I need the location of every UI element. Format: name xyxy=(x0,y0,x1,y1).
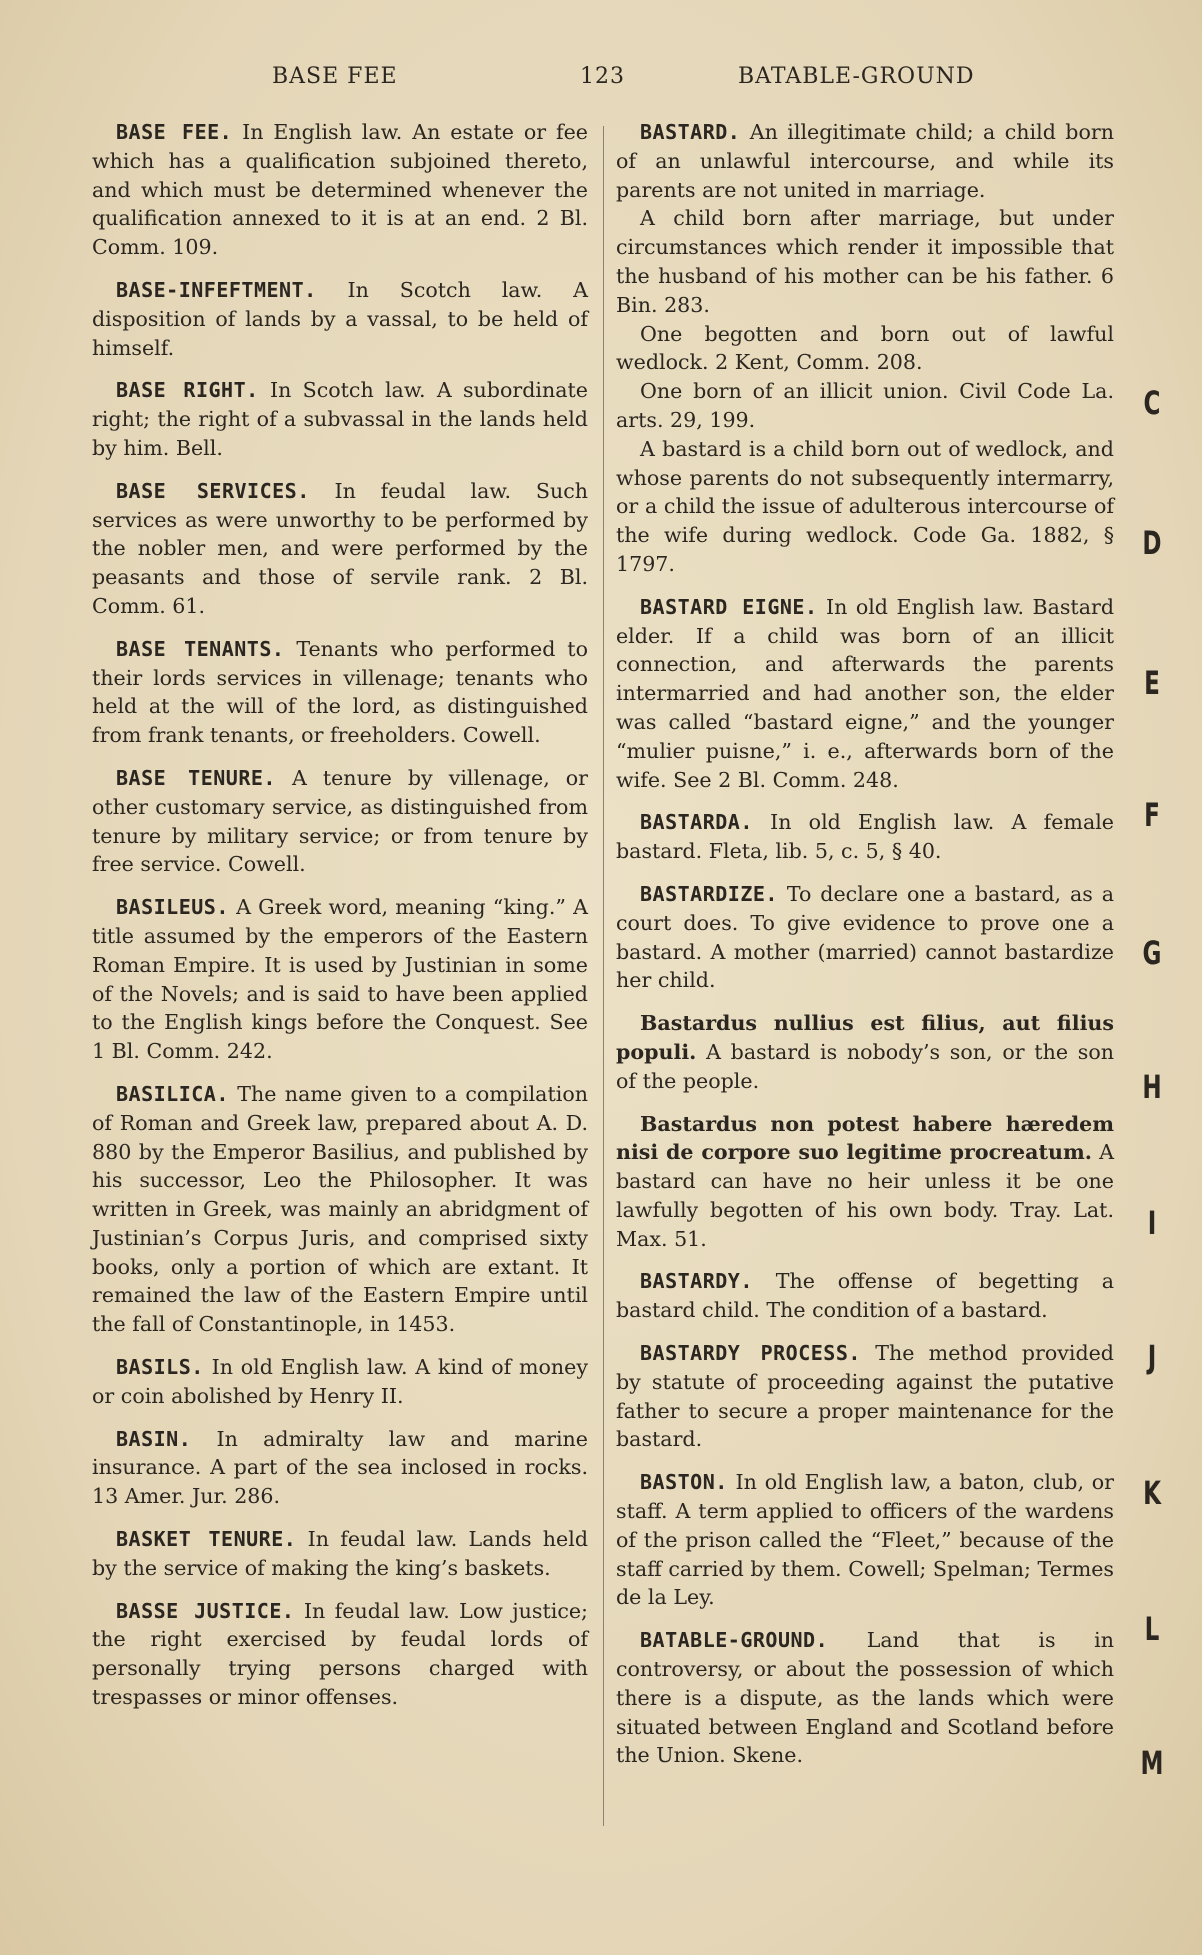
entry-term: BASE TENURE. xyxy=(116,765,276,790)
right-column xyxy=(616,118,1114,1784)
entry-definition: In Scotch law. A disposition of lands by a vassal, to be held of himself. xyxy=(92,277,588,360)
entry-term: BASTARDA. xyxy=(640,810,753,835)
thumb-index-letter-e[interactable]: E xyxy=(1144,664,1160,702)
left-guide-word: BASE FEE xyxy=(272,64,398,89)
thumb-index-letter-c[interactable]: C xyxy=(1143,384,1161,422)
entry-definition: In admiralty law and marine insurance. A part of the sea inclosed in rocks. 13 Amer. Jur. 286. xyxy=(92,1426,588,1509)
entry-definition: Land that is in controversy, or about the possession of which there is a dispute, as the lands which were situated between England and Scotland before the Union. Skene. xyxy=(616,1628,1114,1768)
entry-basileus xyxy=(92,893,588,1066)
thumb-index-letter-l[interactable]: L xyxy=(1144,1610,1160,1648)
entry-term: BASTARDY. xyxy=(640,1269,753,1294)
entry-definition: An illegitimate child; a child born of an unlawful intercourse, and while its parents are not united in marriage. xyxy=(616,120,1114,202)
thumb-index-letter-g[interactable]: G xyxy=(1142,934,1162,972)
entry-bastardize xyxy=(616,880,1114,995)
entry-paragraph: One begotten and born out of lawful wedlock. 2 Kent, Comm. 208. xyxy=(616,321,1114,375)
thumb-index-letter-i[interactable]: I xyxy=(1147,1204,1157,1242)
entry-base-tenants xyxy=(92,635,588,750)
entry-term: BASTARD EIGNE. xyxy=(640,594,818,619)
entry-definition: In English law. An estate or fee which has a qualification subjoined thereto, and which must be determined whenever the qualification annexed to it is at an end. 2 Bl. Comm. 109. xyxy=(92,120,588,260)
entry-term: BASTARD. xyxy=(640,120,741,144)
column-divider xyxy=(603,126,604,1826)
thumb-index-letter-f[interactable]: F xyxy=(1144,796,1160,834)
entry-base-services xyxy=(92,477,588,621)
entry-baston xyxy=(616,1468,1114,1612)
thumb-index-letter-d[interactable]: D xyxy=(1142,524,1162,562)
entry-definition: In old English law. A kind of money or coin abolished by Henry II. xyxy=(92,1355,589,1408)
entry-batable-ground xyxy=(616,1626,1114,1770)
entry-term: BASE RIGHT. xyxy=(116,378,259,403)
entry-base-tenure xyxy=(92,764,588,879)
entry-bastard-eigne xyxy=(616,593,1114,795)
entry-base-fee xyxy=(92,118,588,262)
entry-definition: In feudal law. Lands held by the service of making the king’s baskets. xyxy=(92,1527,589,1580)
entry-term: BASTARDIZE. xyxy=(640,881,778,906)
entry-term: BATABLE-GROUND. xyxy=(640,1628,829,1653)
thumb-index-letter-k[interactable]: K xyxy=(1143,1474,1161,1512)
entry-paragraph: One born of an illicit union. Civil Code La. arts. 29, 199. xyxy=(616,379,1114,432)
entry-maxim-habere-haeredem xyxy=(616,1110,1114,1254)
entry-basilica xyxy=(92,1080,588,1339)
entry-term: BASTON. xyxy=(640,1470,728,1495)
entry-term: BASILS. xyxy=(116,1355,204,1380)
entry-term: BASSE JUSTICE. xyxy=(116,1598,295,1623)
entry-base-infeftment xyxy=(92,276,588,362)
maxim-text: Bastardus nullius est filius, aut filius populi. xyxy=(616,1011,1114,1064)
entry-definition: The method provided by statute of proceeding against the putative father to secure a proper maintenance for the bastard. xyxy=(616,1341,1114,1452)
maxim-translation: A bastard is nobody’s son, or the son of the people. xyxy=(616,1039,1114,1093)
entry-term: BASIN. xyxy=(116,1426,192,1451)
entry-bastardy xyxy=(616,1267,1114,1325)
entry-term: BASKET TENURE. xyxy=(116,1527,297,1552)
entry-definition: A tenure by villenage, or other customary service, as distinguished from tenure by military service; or from tenure by free service. Cowell. xyxy=(92,765,588,877)
entry-definition: The name given to a compilation of Roman and Greek law, prepared about A. D. 880 by the Emperor Basilius, and published by his successor, Leo the Philosopher. It was written in Greek, was mainly an abridgment of Justinian’s Corpus Juris, and comprised sixty books, only a portion of which are extant. It remained the law of the Eastern Empire until the fall of Constantinople, in 1453. xyxy=(92,1081,588,1337)
entry-paragraph: A child born after marriage, but under circumstances which render it impossible that the husband of his mother can be his father. 6 Bin. 283. xyxy=(616,206,1114,317)
entry-bastardy-process xyxy=(616,1339,1114,1454)
entry-definition: In old English law. A female bastard. Fleta, lib. 5, c. 5, § 40. xyxy=(616,810,1114,864)
entry-bastard xyxy=(616,118,1114,579)
thumb-index-letter-j[interactable]: J xyxy=(1147,1338,1157,1376)
entry-term: BASTARDY PROCESS. xyxy=(640,1341,861,1366)
entry-paragraph xyxy=(616,118,1114,204)
maxim-translation: A bastard can have no heir unless it be one lawfully begotten of his own body. Tray. Lat. Max. 51. xyxy=(616,1140,1114,1251)
maxim-text: Bastardus non potest habere hæredem nisi de corpore suo legitime procreatum. xyxy=(616,1111,1114,1165)
entry-basin xyxy=(92,1425,588,1511)
entry-term: BASE SERVICES. xyxy=(116,478,310,503)
entry-term: BASE TENANTS. xyxy=(116,636,285,661)
entry-definition: In old English law. Bastard elder. If a child was born of an illicit connection, and afterwards the parents intermarried and had another son, the elder was called “bastard eigne,” and the younger “mulier puisne,” i. e., afterwards born of the wife. See 2 Bl. Comm. 248. xyxy=(616,594,1115,792)
entry-basse-justice xyxy=(92,1597,588,1712)
entry-definition: In feudal law. Low justice; the right exercised by feudal lords of personally trying persons charged with trespasses or minor offenses. xyxy=(92,1598,588,1710)
entry-definition: In Scotch law. A subordinate right; the right of a subvassal in the lands held by him. Bell. xyxy=(92,378,588,460)
entry-definition: To declare one a bastard, as a court does. To give evidence to prove one a bastard. A mother (married) cannot bastardize her child. xyxy=(616,881,1114,993)
entry-definition: The offense of begetting a bastard child. The condition of a bastard. xyxy=(616,1269,1115,1323)
entry-term: BASE FEE. xyxy=(116,120,233,144)
page-number: 123 xyxy=(580,64,625,89)
entry-term: BASILICA. xyxy=(116,1081,229,1106)
entry-definition: In feudal law. Such services as were unworthy to be performed by the nobler men, and were performed by the peasants and those of servile rank. 2 Bl. Comm. 61. xyxy=(92,478,589,618)
entry-bastarda xyxy=(616,808,1114,866)
thumb-index-letter-h[interactable]: H xyxy=(1142,1068,1162,1106)
entry-paragraph: A bastard is a child born out of wedlock, and whose parents do not subsequently intermarry, or a child the issue of adulterous intercourse of the wife during wedlock. Code Ga. 1882, § 1797. xyxy=(616,436,1114,576)
right-guide-word: BATABLE-GROUND xyxy=(738,64,975,89)
entry-maxim-nullius-filius xyxy=(616,1009,1114,1095)
left-column xyxy=(92,118,588,1726)
entry-definition: Tenants who performed to their lords services in villenage; tenants who held at the will of the lord, as distinguished from frank tenants, or freeholders. Cowell. xyxy=(92,636,588,748)
entry-term: BASILEUS. xyxy=(116,895,229,920)
entry-definition: In old English law, a baton, club, or staff. A term applied to officers of the wardens of the prison called the “Fleet,” because of the staff carried by them. Cowell; Spelman; Termes de la Ley. xyxy=(616,1470,1114,1610)
entry-definition: A Greek word, meaning “king.” A title assumed by the emperors of the Eastern Roman Empire. It is used by Justinian in some of the Novels; and is said to have been applied to the English kings before the Conquest. See 1 Bl. Comm. 242. xyxy=(92,895,588,1064)
thumb-index-letter-m[interactable]: M xyxy=(1140,1744,1164,1782)
entry-basket-tenure xyxy=(92,1525,588,1583)
entry-term: BASE-INFEFTMENT. xyxy=(116,277,317,302)
running-header xyxy=(0,64,1202,104)
entry-base-right xyxy=(92,376,588,462)
entry-basils xyxy=(92,1353,588,1411)
